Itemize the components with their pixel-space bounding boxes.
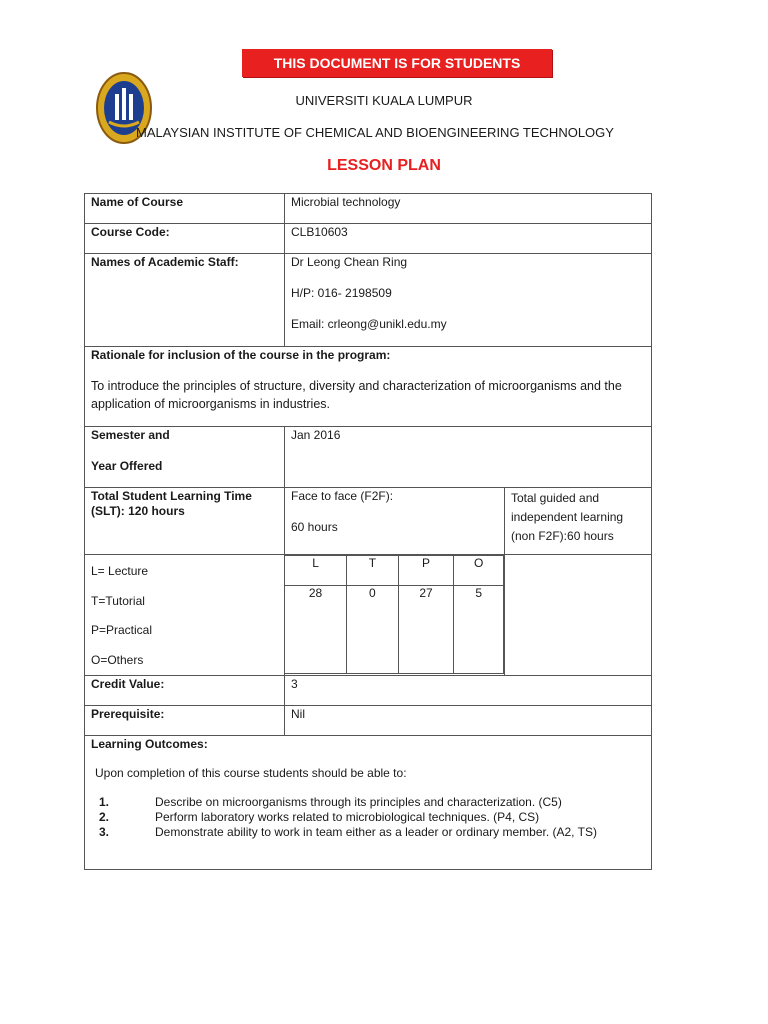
outcome-text: Demonstrate ability to work in team either as a leader or ordinary member. (A2, TS) xyxy=(155,825,597,839)
staff-email[interactable]: Email: crleong@unikl.edu.my xyxy=(291,317,447,331)
learning-outcomes-intro: Upon completion of this course students should be able to: xyxy=(95,766,407,780)
rationale-label: Rationale for inclusion of the course in the program: xyxy=(91,348,391,362)
course-code-label: Course Code: xyxy=(85,224,285,254)
hours-value-o: 5 xyxy=(454,586,504,674)
credit-row xyxy=(85,676,652,706)
course-name-row xyxy=(85,194,652,224)
semester-label: Semester and xyxy=(91,428,170,442)
legend-practical: P=Practical xyxy=(91,623,153,637)
rationale-row xyxy=(85,347,652,427)
academic-staff-label: Names of Academic Staff: xyxy=(85,254,285,347)
legend-others: O=Others xyxy=(91,652,144,667)
empty-cell xyxy=(505,555,652,676)
document-banner: THIS DOCUMENT IS FOR STUDENTS xyxy=(242,49,552,77)
learning-outcomes-row xyxy=(85,736,652,870)
semester-value: Jan 2016 xyxy=(285,427,652,488)
slt-row xyxy=(85,488,652,555)
university-name: UNIVERSITI KUALA LUMPUR xyxy=(295,93,473,108)
prerequisite-row xyxy=(85,706,652,736)
credit-value: 3 xyxy=(285,676,652,706)
course-code-row xyxy=(85,224,652,254)
course-code-value: CLB10603 xyxy=(285,224,652,254)
lesson-plan-table xyxy=(84,193,652,870)
academic-staff-row xyxy=(85,254,652,347)
legend-tutorial: T=Tutorial xyxy=(91,593,145,608)
hours-value-p: 27 xyxy=(398,586,454,674)
hours-header-o: O xyxy=(454,556,504,586)
learning-outcomes-label: Learning Outcomes: xyxy=(91,737,208,751)
legend-lecture: L= Lecture xyxy=(91,564,149,578)
staff-phone: H/P: 016- 2198509 xyxy=(291,286,392,300)
list-item xyxy=(91,825,645,840)
list-item xyxy=(91,795,645,810)
outcome-number: 3. xyxy=(99,825,110,839)
list-item xyxy=(91,810,645,825)
staff-name: Dr Leong Chean Ring xyxy=(291,255,408,269)
outcome-number: 1. xyxy=(99,795,110,809)
f2f-hours: 60 hours xyxy=(291,520,338,534)
prerequisite-value: Nil xyxy=(285,706,652,736)
learning-outcomes-list xyxy=(91,795,645,840)
hours-header-p: P xyxy=(398,556,454,586)
hours-header-t: T xyxy=(347,556,399,586)
year-offered-label: Year Offered xyxy=(91,459,163,473)
hours-header-l: L xyxy=(285,556,347,586)
hours-breakdown-row xyxy=(85,555,652,676)
rationale-text: To introduce the principles of structure, diversity and characterization of microorganisms and the application of microorganisms in industries. xyxy=(91,379,622,411)
prerequisite-label: Prerequisite: xyxy=(85,706,285,736)
outcome-number: 2. xyxy=(99,810,110,824)
hours-value-l: 28 xyxy=(285,586,347,674)
course-name-value: Microbial technology xyxy=(285,194,652,224)
semester-row xyxy=(85,427,652,488)
page-title: LESSON PLAN xyxy=(327,157,441,174)
slt-label: Total Student Learning Time (SLT): 120 hours xyxy=(85,488,285,555)
outcome-text: Perform laboratory works related to microbiological techniques. (P4, CS) xyxy=(155,810,540,824)
outcome-text: Describe on microorganisms through its principles and characterization. (C5) xyxy=(155,795,562,809)
institute-name: MALAYSIAN INSTITUTE OF CHEMICAL AND BIOENGINEERING TECHNOLOGY xyxy=(136,125,614,140)
non-f2f-value: Total guided and independent learning (non F2F):60 hours xyxy=(505,488,652,555)
credit-label: Credit Value: xyxy=(85,676,285,706)
hours-table xyxy=(285,555,504,674)
f2f-label: Face to face (F2F): xyxy=(291,489,394,503)
course-name-label: Name of Course xyxy=(85,194,285,224)
hours-value-t: 0 xyxy=(347,586,399,674)
